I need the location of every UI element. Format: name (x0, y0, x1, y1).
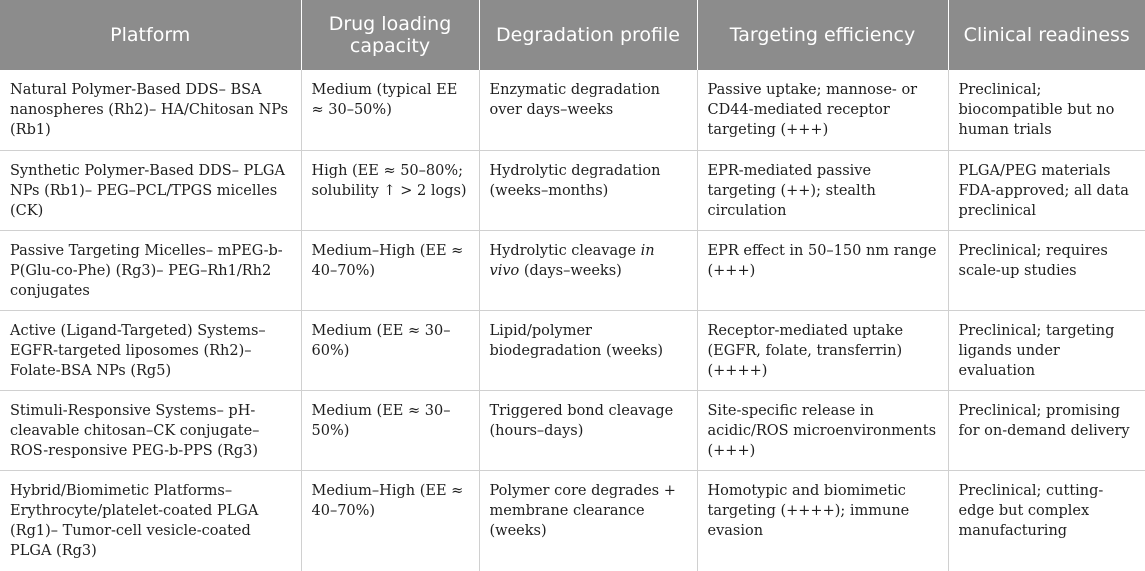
cell-drug-loading: Medium–High (EE ≈ 40–70%) (301, 230, 479, 310)
cell-clinical-readiness: Preclinical; targeting ligands under evaluation (948, 310, 1145, 390)
cell-drug-loading: Medium (typical EE ≈ 30–50%) (301, 70, 479, 150)
header-degradation-profile: Degradation profile (479, 0, 697, 70)
table-header (0, 0, 1145, 70)
header-drug-loading-capacity: Drug loading capacity (301, 0, 479, 70)
table-row (0, 230, 1145, 310)
cell-degradation: Enzymatic degradation over days–weeks (479, 70, 697, 150)
cell-platform: Natural Polymer-Based DDS– BSA nanospheres (Rh2)– HA/Chitosan NPs (Rb1) (0, 70, 301, 150)
cell-clinical-readiness: Preclinical; requires scale-up studies (948, 230, 1145, 310)
cell-targeting: Homotypic and biomimetic targeting (++++); immune evasion (697, 470, 948, 571)
cell-degradation: Hydrolytic degradation (weeks–months) (479, 150, 697, 230)
header-platform: Platform (0, 0, 301, 70)
header-targeting-efficiency: Targeting efficiency (697, 0, 948, 70)
cell-platform: Hybrid/Biomimetic Platforms– Erythrocyte/platelet-coated PLGA (Rg1)– Tumor-cell vesicle-coated PLGA (Rg3) (0, 470, 301, 571)
degradation-text-start: Hydrolytic cleavage (489, 242, 641, 259)
cell-degradation: Lipid/polymer biodegradation (weeks) (479, 310, 697, 390)
cell-platform: Synthetic Polymer-Based DDS– PLGA NPs (Rb1)– PEG–PCL/TPGS micelles (CK) (0, 150, 301, 230)
cell-platform: Stimuli-Responsive Systems– pH-cleavable chitosan–CK conjugate– ROS-responsive PEG-b-PPS (Rg3) (0, 390, 301, 470)
cell-clinical-readiness: Preclinical; biocompatible but no human trials (948, 70, 1145, 150)
cell-targeting: Site-specific release in acidic/ROS microenvironments (+++) (697, 390, 948, 470)
table-row (0, 310, 1145, 390)
degradation-italic-text: in vivo (489, 242, 655, 279)
degradation-text-end: (days–weeks) (519, 262, 622, 279)
cell-clinical-readiness: Preclinical; promising for on-demand delivery (948, 390, 1145, 470)
cell-drug-loading: Medium–High (EE ≈ 40–70%) (301, 470, 479, 571)
table-row (0, 470, 1145, 571)
header-row (0, 0, 1145, 70)
cell-drug-loading: Medium (EE ≈ 30–60%) (301, 310, 479, 390)
cell-platform: Passive Targeting Micelles– mPEG-b-P(Glu-co-Phe) (Rg3)– PEG–Rh1/Rh2 conjugates (0, 230, 301, 310)
cell-targeting: EPR-mediated passive targeting (++); stealth circulation (697, 150, 948, 230)
cell-targeting: Passive uptake; mannose- or CD44-mediated receptor targeting (+++) (697, 70, 948, 150)
table-row (0, 70, 1145, 150)
cell-clinical-readiness: PLGA/PEG materials FDA-approved; all data preclinical (948, 150, 1145, 230)
header-clinical-readiness: Clinical readiness (948, 0, 1145, 70)
cell-drug-loading: Medium (EE ≈ 30–50%) (301, 390, 479, 470)
cell-degradation (479, 230, 697, 310)
cell-degradation: Triggered bond cleavage (hours–days) (479, 390, 697, 470)
cell-drug-loading: High (EE ≈ 50–80%; solubility ↑ > 2 logs) (301, 150, 479, 230)
table-row (0, 150, 1145, 230)
cell-targeting: Receptor-mediated uptake (EGFR, folate, transferrin) (++++) (697, 310, 948, 390)
cell-clinical-readiness: Preclinical; cutting-edge but complex manufacturing (958, 482, 1104, 539)
cell-targeting: EPR effect in 50–150 nm range (+++) (697, 230, 948, 310)
table-body (0, 70, 1145, 571)
cell-platform: Active (Ligand-Targeted) Systems– EGFR-targeted liposomes (Rh2)– Folate-BSA NPs (Rg5) (0, 310, 301, 390)
table-row (0, 390, 1145, 470)
cell-degradation: Polymer core degrades + membrane clearance (weeks) (479, 470, 697, 571)
